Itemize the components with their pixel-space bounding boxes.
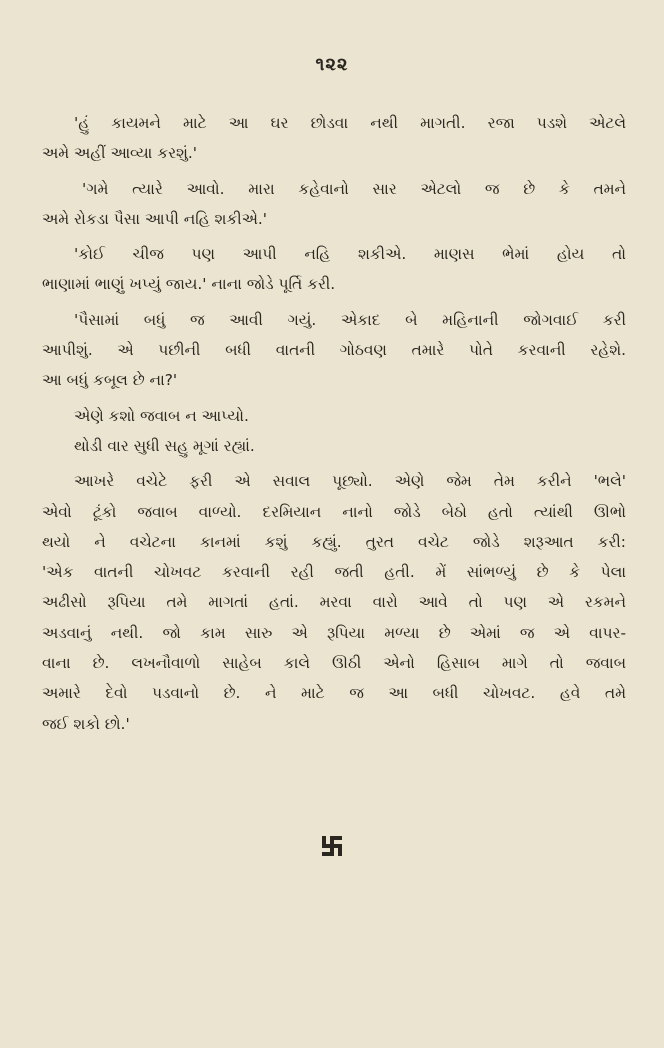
paragraph xyxy=(42,466,626,739)
text-line: 'પૈસામાં બધું જ આવી ગયું. એકાદ બે મહિનાની જોગવાઈ કરી xyxy=(74,310,626,329)
text-line: આપીશું. એ પછીની બધી વાતની ગોઠવણ તમારે પોતે કરવાની રહેશે. xyxy=(42,341,626,360)
paragraph xyxy=(42,305,626,396)
text-line: અઢીસો રૂપિયા તમે માગતાં હતાં. મરવા વારો આવે તો પણ એ રકમને xyxy=(42,593,626,612)
page-number: ૧૨૨ xyxy=(315,54,349,75)
text-line: અડવાનું નથી. જો કામ સારુ એ રૂપિયા મળ્યા છે એમાં જ એ વાપર- xyxy=(42,623,626,642)
text-line: થોડી વાર સુધી સહુ મૂગાં રહ્યાં. xyxy=(74,436,255,455)
paragraph xyxy=(42,401,626,431)
text-line: ભાણામાં ભાણું ખપ્યું જાય.' નાના જોડે પૂર્તિ કરી. xyxy=(42,275,336,294)
text-line: 'ગમે ત્યારે આવો. મારા કહેવાનો સાર એટલો જ છે કે તમને xyxy=(82,179,626,198)
body-text xyxy=(42,108,626,739)
text-line: જઈ શકો છો.' xyxy=(42,714,130,733)
text-line: અમે અહીં આવ્યા કરશું.' xyxy=(42,144,198,163)
text-line: એવો ટૂંકો જવાબ વાળ્યો. દરમિયાન નાનો જોડે બેઠો હતો ત્યાંથી ઊભો xyxy=(42,502,626,521)
page-ornament xyxy=(0,834,664,858)
paragraph xyxy=(42,108,626,169)
text-line: આ બધું કબૂલ છે ના?' xyxy=(42,371,178,390)
swastika-icon xyxy=(320,834,344,858)
text-line: 'કોઈ ચીજ પણ આપી નહિ શકીએ. માણસ ભેમાં હોય તો xyxy=(74,245,626,264)
text-line: અમે રોકડા પૈસા આપી નહિ શકીએ.' xyxy=(42,209,268,228)
text-line: વાના છે. લખનૌવાળો સાહેબ કાલે ઊઠી એનો હિસાબ માગે તો જવાબ xyxy=(42,654,626,673)
text-line: આખરે વચેટે ફરી એ સવાલ પૂછ્યો. એણે જેમ તેમ કરીને 'ભલે' xyxy=(74,472,626,491)
text-line: 'હું કાયમને માટે આ ઘર છોડવા નથી માગતી. રજા પડશે એટલે xyxy=(74,114,626,132)
text-line: અમારે દેવો પડવાનો છે. ને માટે જ આ બધી ચોખવટ. હવે તમે xyxy=(42,684,626,703)
text-line: એણે કશો જવાબ ન આપ્યો. xyxy=(74,406,249,425)
paragraph xyxy=(42,239,626,300)
text-line: થયો ને વચેટના કાનમાં કશું કહ્યું. તુરત વચેટ જોડે શરૂઆત કરી: xyxy=(42,532,626,551)
paragraph xyxy=(42,431,626,461)
paragraph xyxy=(42,174,626,235)
text-line: 'એક વાતની ચોખવટ કરવાની રહી જતી હતી. મેં સાંભળ્યું છે કે પેલા xyxy=(42,563,626,582)
